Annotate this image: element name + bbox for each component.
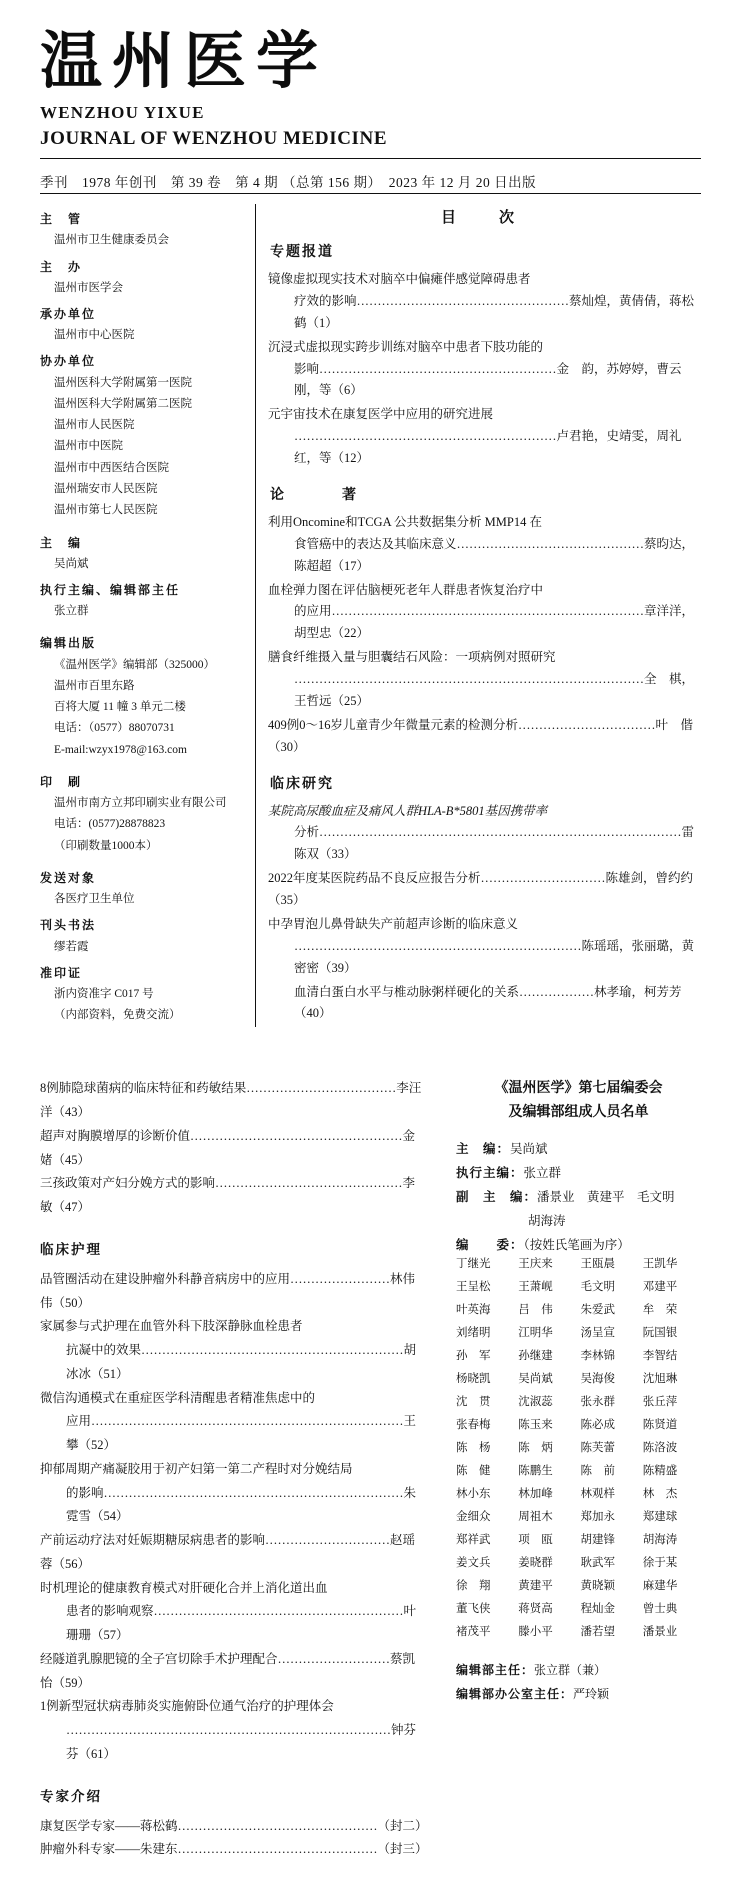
imprint-label: 主 办 bbox=[40, 259, 83, 274]
toc-entry[interactable] bbox=[268, 914, 701, 980]
toc-title: 目 次 bbox=[440, 210, 528, 227]
column-divider bbox=[255, 204, 256, 1027]
editor-name: 陈 杨 bbox=[456, 1441, 491, 1454]
editor-name: 陈鹏生 bbox=[518, 1464, 553, 1477]
editor-name: 王呈松 bbox=[456, 1280, 491, 1293]
editor-name: 褚茂平 bbox=[456, 1625, 491, 1638]
editor-name: 麻建华 bbox=[642, 1579, 678, 1592]
toc-entry-line: 食管癌中的表达及其临床意义………………………………………蔡昀达，陈超超（17） bbox=[294, 536, 695, 573]
toc-entry[interactable] bbox=[40, 1387, 429, 1458]
editor-name: 林加峰 bbox=[518, 1487, 553, 1500]
editor-name: 陈 炳 bbox=[518, 1441, 553, 1454]
editor-name: 姜文兵 bbox=[456, 1556, 491, 1569]
toc-entry-line: 影响…………………………………………………金 韵，苏婷婷，曹云刚，等（6） bbox=[294, 361, 682, 398]
imprint-item: 温州市卫生健康委员会 bbox=[54, 234, 169, 247]
toc-entry[interactable] bbox=[40, 1315, 422, 1386]
toc-entry-line: 利用Oncomine和TCGA 公共数据集分析 MMP14 在 bbox=[268, 514, 542, 529]
editor-name: 董飞侠 bbox=[456, 1602, 491, 1615]
toc-entry-line: 的应用…………………………………………………………………章洋洋，胡型忠（22） bbox=[294, 604, 695, 641]
editor-name: 孙继建 bbox=[518, 1349, 553, 1362]
editor-name: 胡海涛 bbox=[642, 1533, 678, 1546]
editor-name: 丁继光 bbox=[456, 1257, 491, 1270]
toc-entry[interactable] bbox=[268, 868, 701, 912]
editor-name: 吴海俊 bbox=[580, 1372, 615, 1385]
imprint-item: 温州市百里东路 bbox=[54, 679, 135, 692]
toc-entry-line: 品管圈活动在建设肿瘤外科静音病房中的应用……………………林伟伟（50） bbox=[40, 1271, 416, 1310]
role-value: 潘景业 黄建平 毛文明 bbox=[537, 1189, 675, 1204]
editor-name: 王凯华 bbox=[642, 1257, 678, 1270]
toc-entry[interactable]: 三孩政策对产妇分娩方式的影响………………………………………李 敏（47） bbox=[40, 1176, 428, 1215]
toc-entry[interactable]: 8例肺隐球菌病的临床特征和药敏结果………………………………李汪洋（43） bbox=[40, 1081, 422, 1120]
lower-columns bbox=[0, 1053, 741, 1862]
editor-name: 陈 前 bbox=[580, 1464, 615, 1477]
imprint-item: 《温州医学》编辑部（325000） bbox=[54, 658, 215, 671]
imprint-item: 温州医科大学附属第二医院 bbox=[54, 397, 192, 410]
toc-entry[interactable] bbox=[268, 512, 701, 578]
toc-section-heading: 专题报道 bbox=[270, 245, 334, 261]
toc-entry-line: …………………………………………………………………………全 棋，王哲远（25） bbox=[294, 672, 695, 708]
editor-name: 张春梅 bbox=[456, 1418, 491, 1431]
toc-entry[interactable] bbox=[268, 337, 701, 403]
editor-name: 王庆来 bbox=[518, 1257, 553, 1270]
tail-label: 编辑部主任： bbox=[456, 1662, 535, 1677]
imprint-label: 执行主编、编辑部主任 bbox=[40, 582, 181, 597]
editor-name: 徐 翔 bbox=[456, 1579, 491, 1592]
main-columns bbox=[0, 194, 741, 1027]
editor-name: 金细众 bbox=[456, 1510, 491, 1523]
editor-name: 黄建平 bbox=[518, 1579, 553, 1592]
editor-name-grid bbox=[456, 1253, 701, 1644]
editor-name: 朱爱武 bbox=[580, 1303, 615, 1316]
masthead-divider bbox=[40, 158, 701, 159]
toc-entry-line: 镜像虚拟现实技术对脑卒中偏瘫伴感觉障碍患者 bbox=[268, 272, 531, 287]
editor-name: 沈旭琳 bbox=[642, 1372, 678, 1385]
editor-name: 王萧岘 bbox=[518, 1280, 553, 1293]
imprint-block bbox=[40, 204, 255, 1027]
editor-name: 陈精盛 bbox=[642, 1464, 678, 1477]
editor-name: 沈 贯 bbox=[456, 1395, 491, 1408]
editor-name: 胡建锋 bbox=[580, 1533, 615, 1546]
imprint-label: 承办单位 bbox=[40, 307, 97, 321]
editor-name: 郑加永 bbox=[580, 1510, 615, 1523]
toc-entry-line: 中孕胃泡儿鼻骨缺失产前超声诊断的临床意义 bbox=[268, 916, 519, 931]
toc-entry-line: 血清白蛋白水平与椎动脉粥样硬化的关系………………林孝瑜，柯芳芳（40） bbox=[294, 984, 682, 1021]
toc-entry-line: 抗凝中的效果………………………………………………………胡冰冰（51） bbox=[66, 1343, 417, 1381]
editor-name: 姜晓群 bbox=[518, 1556, 553, 1569]
toc-section-heading: 专家介绍 bbox=[40, 1788, 102, 1804]
imprint-item: 温州市中医院 bbox=[54, 440, 123, 453]
editor-name: 沈淑蕊 bbox=[518, 1395, 553, 1408]
editorial-board-title bbox=[456, 1077, 701, 1125]
masthead bbox=[0, 0, 741, 150]
role-value: （按姓氏笔画为序） bbox=[523, 1237, 630, 1252]
role-label: 副 主 编： bbox=[456, 1189, 538, 1204]
toc-entry[interactable] bbox=[268, 801, 701, 867]
toc-entry[interactable] bbox=[268, 715, 701, 759]
toc-entry-line: 患者的影响观察……………………………………………………叶珊珊（57） bbox=[66, 1604, 417, 1643]
toc-entry[interactable] bbox=[40, 1529, 422, 1577]
toc-entry[interactable] bbox=[40, 1577, 422, 1648]
editorial-board-title-line1: 《温州医学》第七届编委会 bbox=[494, 1081, 663, 1097]
editor-name: 吕 伟 bbox=[518, 1303, 553, 1316]
toc-entry-line: 疗效的影响……………………………………………蔡灿煌，黄倩倩，蒋松鹤（1） bbox=[294, 293, 695, 330]
editor-name: 张永群 bbox=[580, 1395, 615, 1408]
editor-name: 潘若望 bbox=[580, 1625, 615, 1638]
toc-entry-line: ………………………………………………………卢君艳，史靖雯，周礼红，等（12） bbox=[294, 429, 682, 466]
toc-entry[interactable]: 康复医学专家——蒋松鹤…………………………………………（封二） bbox=[40, 1818, 428, 1833]
toc-entry-line: 家属参与式护理在血管外科下肢深静脉血栓患者 bbox=[40, 1319, 303, 1334]
imprint-item: 温州市第七人民医院 bbox=[54, 504, 158, 517]
editorial-role-row-cont bbox=[456, 1211, 701, 1229]
journal-title-pinyin: WENZHOU YIXUE bbox=[40, 103, 205, 123]
toc-entry-line: 1例新型冠状病毒肺炎实施俯卧位通气治疗的护理体会 bbox=[40, 1699, 334, 1714]
tail-label: 编辑部办公室主任： bbox=[456, 1686, 574, 1701]
editor-name: 牟 荣 bbox=[642, 1303, 678, 1316]
imprint-item: 浙内资准字 C017 号 bbox=[54, 988, 154, 1000]
toc-entry-line: 分析……………………………………………………………………………雷陈双（33） bbox=[294, 825, 695, 862]
issue-line: 季刊 1978 年创刊 第 39 卷 第 4 期 （总第 156 期） 2023 年 12 月 20 日出版 bbox=[40, 175, 537, 191]
editor-name: 郑祥武 bbox=[456, 1533, 491, 1546]
imprint-email: E-mail:wzyx1978@163.com bbox=[54, 743, 187, 756]
toc-entry-line: 产前运动疗法对妊娠期糖尿病患者的影响…………………………赵瑶蓉（56） bbox=[40, 1533, 416, 1571]
imprint-label: 发送对象 bbox=[40, 870, 97, 885]
editor-name: 周祖木 bbox=[518, 1510, 553, 1523]
imprint-label: 刊头书法 bbox=[40, 918, 97, 933]
toc-entry[interactable] bbox=[40, 1695, 422, 1766]
toc-entry[interactable] bbox=[40, 1458, 422, 1529]
editor-name: 黄晓颖 bbox=[580, 1579, 615, 1592]
editorial-role-row bbox=[456, 1163, 701, 1181]
toc-entry-line: 微信沟通模式在重症医学科清醒患者精准焦虑中的 bbox=[40, 1390, 316, 1405]
editorial-office-head bbox=[456, 1682, 701, 1706]
toc-continued bbox=[40, 1077, 440, 1862]
editor-name: 项 瓯 bbox=[518, 1533, 553, 1546]
editor-name: 陈 健 bbox=[456, 1464, 491, 1477]
journal-title-en: JOURNAL OF WENZHOU MEDICINE bbox=[40, 128, 388, 150]
toc-entry-line: 血栓弹力图在评估脑梗死老年人群患者恢复治疗中 bbox=[268, 582, 544, 597]
imprint-item: （内部资料，免费交流） bbox=[54, 1009, 181, 1022]
imprint-label: 编辑出版 bbox=[40, 636, 97, 651]
toc-entry-line: 时机理论的健康教育模式对肝硬化合并上消化道出血 bbox=[40, 1580, 328, 1595]
editor-name: 陈贤道 bbox=[642, 1418, 678, 1431]
toc-entry-line: 应用…………………………………………………………………王 攀（52） bbox=[66, 1414, 429, 1453]
toc-entry[interactable] bbox=[40, 1648, 422, 1696]
tail-value: 严玲颖 bbox=[573, 1686, 610, 1701]
editor-name: 孙 军 bbox=[456, 1349, 491, 1362]
toc-entry[interactable] bbox=[268, 647, 701, 713]
imprint-label: 主 编 bbox=[40, 535, 83, 550]
imprint-group bbox=[40, 208, 245, 1026]
editor-name: 陈芙蕾 bbox=[580, 1441, 615, 1454]
editor-name: 林观样 bbox=[580, 1487, 615, 1500]
toc-entry[interactable] bbox=[268, 982, 701, 1026]
toc-section-heading: 临床护理 bbox=[40, 1241, 102, 1257]
toc-entry-line: 某院高尿酸血症及痛风人群HLA-B*5801基因携带率 bbox=[268, 803, 548, 818]
role-value: 吴尚斌 bbox=[510, 1141, 548, 1156]
imprint-item: 百将大厦 11 幢 3 单元二楼 bbox=[54, 701, 186, 714]
editor-name: 叶英海 bbox=[456, 1303, 491, 1316]
role-value: 张立群 bbox=[523, 1165, 562, 1180]
editor-name: 林小东 bbox=[456, 1487, 491, 1500]
imprint-label: 印 刷 bbox=[40, 774, 83, 789]
editor-name: 王瓯晨 bbox=[580, 1257, 615, 1270]
editorial-tail bbox=[456, 1658, 701, 1706]
toc-section-heading: 论 著 bbox=[270, 487, 366, 503]
toc-entry[interactable] bbox=[40, 1268, 422, 1316]
imprint-item: 温州医科大学附属第一医院 bbox=[54, 376, 192, 389]
imprint-label: 准印证 bbox=[40, 965, 83, 980]
editor-name: 陈必成 bbox=[580, 1418, 615, 1431]
editorial-role-row bbox=[456, 1187, 701, 1205]
editor-name: 阮国银 bbox=[642, 1326, 678, 1339]
editor-name: 郑建球 bbox=[642, 1510, 678, 1523]
role-label: 主 编： bbox=[456, 1141, 511, 1156]
editor-name: 陈玉来 bbox=[518, 1418, 553, 1431]
role-label: 编 委： bbox=[456, 1237, 524, 1252]
toc-entry-line: 膳食纤维摄入量与胆囊结石风险：一项病例对照研究 bbox=[268, 650, 556, 665]
editorial-role-row bbox=[456, 1139, 701, 1157]
editor-name: 李林锦 bbox=[580, 1349, 615, 1362]
editor-name: 汤呈宣 bbox=[580, 1326, 615, 1339]
editor-name: 程灿金 bbox=[580, 1602, 615, 1615]
editor-name: 耿武军 bbox=[580, 1556, 615, 1569]
editor-name: 陈洛波 bbox=[642, 1441, 678, 1454]
editor-name: 江明华 bbox=[518, 1326, 553, 1339]
imprint-item: 缪若霞 bbox=[54, 940, 89, 953]
editor-name: 刘绪明 bbox=[456, 1326, 491, 1339]
editor-name: 邓建平 bbox=[642, 1280, 678, 1293]
imprint-item: 吴尚斌 bbox=[54, 557, 89, 570]
toc-entry-line: 抑郁周期产痛凝胶用于初产妇第一第二产程时对分娩结局 bbox=[40, 1461, 353, 1476]
editor-name: 蒋贤高 bbox=[518, 1602, 553, 1615]
editor-name: 徐于某 bbox=[642, 1556, 678, 1569]
toc-entry[interactable] bbox=[268, 580, 701, 646]
editorial-role-row bbox=[456, 1235, 701, 1253]
toc-entry-line: 沉浸式虚拟现实跨步训练对脑卒中患者下肢功能的 bbox=[268, 339, 544, 354]
imprint-item: 电话：（0577）88070731 bbox=[54, 722, 175, 735]
role-label: 执行主编： bbox=[456, 1165, 524, 1180]
imprint-item: 各医疗卫生单位 bbox=[54, 893, 135, 906]
role-value: 胡海涛 bbox=[528, 1213, 566, 1228]
toc-block bbox=[268, 204, 701, 1027]
editor-name: 林 杰 bbox=[642, 1487, 678, 1500]
toc-entry-line: ……………………………………………………………………钟芬芬（61） bbox=[66, 1723, 417, 1761]
imprint-item: 温州市医学会 bbox=[54, 281, 123, 294]
editor-name: 杨晓凯 bbox=[456, 1372, 491, 1385]
imprint-item: 张立群 bbox=[54, 605, 89, 618]
toc-entry[interactable] bbox=[268, 269, 701, 335]
toc-entry[interactable]: 超声对胸膜增厚的诊断价值……………………………………………金 媎（45） bbox=[40, 1128, 428, 1167]
toc-entry-line: 409例0～16岁儿童青少年微量元素的检测分析……………………………叶 偕（30） bbox=[268, 717, 694, 754]
journal-title-cn: 温州医学 bbox=[40, 24, 329, 97]
imprint-item: 温州市中西医结合医院 bbox=[54, 461, 169, 474]
imprint-item: 温州市南方立邦印刷实业有限公司 bbox=[54, 797, 227, 810]
editor-name: 潘景业 bbox=[642, 1625, 678, 1638]
imprint-item: 温州瑞安市人民医院 bbox=[54, 482, 158, 495]
editorial-board-block bbox=[440, 1077, 701, 1862]
editorial-board-title-line2: 及编辑部组成人员名单 bbox=[508, 1105, 649, 1121]
toc-entry-line: 2022年度某医院药品不良反应报告分析…………………………陈雄剑，曾约约（35） bbox=[268, 871, 694, 908]
imprint-item: 电话：(0577)28878823 bbox=[54, 818, 166, 831]
imprint-item: 温州市中心医院 bbox=[54, 329, 135, 342]
imprint-item: （印刷数量1000本） bbox=[54, 839, 158, 852]
editor-name: 曾士典 bbox=[642, 1602, 678, 1615]
editor-name: 李智结 bbox=[642, 1349, 678, 1362]
toc-entry-line: 的影响………………………………………………………………朱霓雪（54） bbox=[66, 1485, 417, 1524]
imprint-item: 温州市人民医院 bbox=[54, 419, 135, 432]
toc-entry-line: 元宇宙技术在康复医学中应用的研究进展 bbox=[268, 407, 494, 422]
editor-name: 毛文明 bbox=[580, 1280, 615, 1293]
toc-entry-line: ……………………………………………………………陈瑶瑶，张丽璐，黄密密（39） bbox=[294, 938, 695, 975]
imprint-label: 主 管 bbox=[40, 212, 83, 227]
editor-name: 吴尚斌 bbox=[518, 1372, 553, 1385]
toc-entry-line: 经隧道乳腺肥镜的全子宫切除手术护理配合………………………蔡凯怡（59） bbox=[40, 1651, 416, 1690]
editor-name: 张丘萍 bbox=[642, 1395, 678, 1408]
toc-entry[interactable] bbox=[268, 404, 701, 470]
editor-name: 滕小平 bbox=[518, 1625, 553, 1638]
toc-entry[interactable]: 肿瘤外科专家——朱建东…………………………………………（封三） bbox=[40, 1842, 428, 1857]
tail-value: 张立群（兼） bbox=[534, 1662, 607, 1677]
imprint-label: 协办单位 bbox=[40, 354, 97, 369]
editorial-dept-head bbox=[456, 1658, 701, 1682]
toc-section-heading: 临床研究 bbox=[270, 776, 334, 792]
